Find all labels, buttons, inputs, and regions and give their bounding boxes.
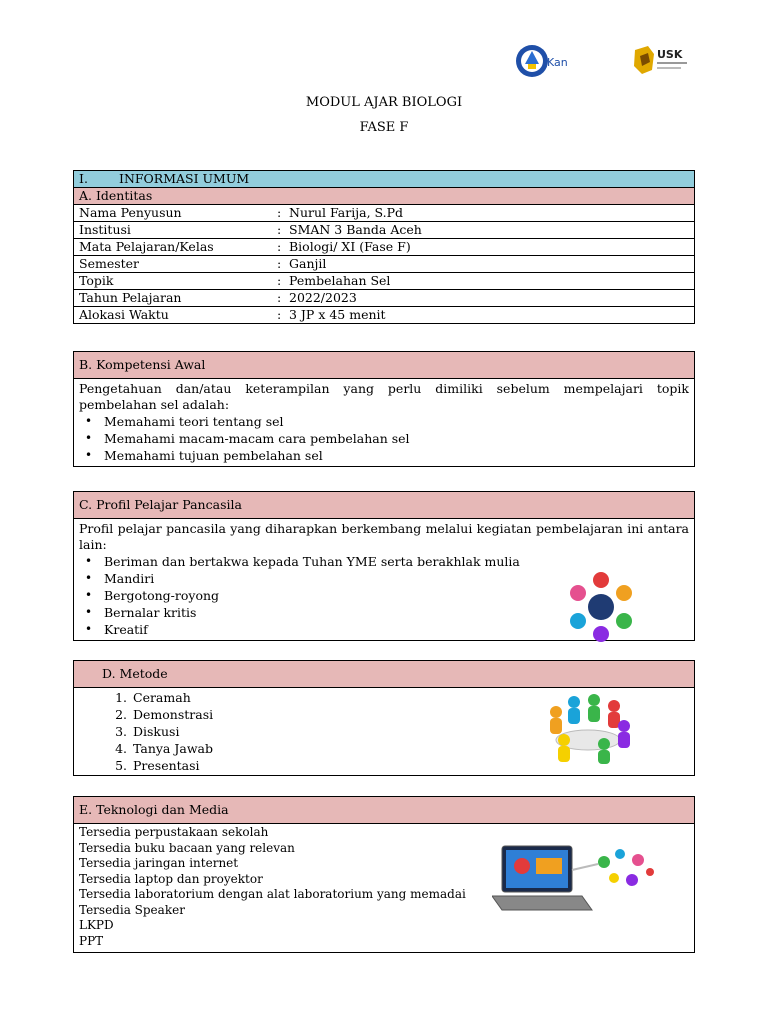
identitas-row: Institusi : SMAN 3 Banda Aceh (74, 222, 695, 239)
list-item: Tersedia buku bacaan yang relevan (79, 840, 295, 855)
usk-logo (632, 44, 692, 78)
identitas-row: Semester : Ganjil (74, 256, 695, 273)
metode-heading: D. Metode (74, 661, 695, 688)
list-item: • Memahami macam-macam cara pembelahan sel (79, 430, 689, 447)
list-item: Tersedia laptop dan proyektor (79, 871, 263, 886)
laptop-media-icon (492, 840, 660, 916)
svg-text:USK: USK (657, 48, 683, 61)
list-item: 2. Demonstrasi (115, 707, 214, 722)
identitas-row: Tahun Pelajaran : 2022/2023 (74, 290, 695, 307)
informasi-umum-heading: I. INFORMASI UMUM (74, 171, 695, 188)
list-item: • Bergotong-royong (79, 587, 689, 604)
teknologi-media-table (73, 796, 695, 953)
profil-pelajar-intro: Profil pelajar pancasila yang diharapkan berkembang melalui kegiatan pembelajaran ini antara lain: (79, 521, 689, 552)
list-item: 4. Tanya Jawab (115, 741, 213, 756)
list-item: • Memahami teori tentang sel (79, 413, 689, 430)
identitas-row: Mata Pelajaran/Kelas : Biologi/ XI (Fase F) (74, 239, 695, 256)
kompetensi-awal-table (73, 351, 695, 467)
list-item: Tersedia jaringan internet (79, 856, 239, 870)
list-item: 1. Ceramah (115, 690, 191, 705)
hexagon-diagram-icon (570, 563, 632, 651)
svg-text:Kan: Kan (547, 56, 568, 69)
kompetensi-awal-heading: B. Kompetensi Awal (74, 352, 695, 379)
identitas-row: Topik : Pembelahan Sel (74, 273, 695, 290)
identitas-heading: A. Identitas (74, 188, 695, 205)
list-item: 5. Presentasi (115, 758, 200, 773)
profil-pelajar-heading: C. Profil Pelajar Pancasila (74, 492, 695, 519)
list-item: PPT (79, 933, 104, 948)
discussion-group-icon (542, 690, 634, 764)
document-title: MODUL AJAR BIOLOGI (305, 95, 463, 110)
kemendikbud-logo (513, 42, 577, 80)
teknologi-media-heading: E. Teknologi dan Media (74, 797, 695, 824)
identitas-row: Nama Penyusun : Nurul Farija, S.Pd (74, 205, 695, 222)
list-item: • Beriman dan bertakwa kepada Tuhan YME serta berakhlak mulia (79, 553, 689, 570)
list-item: • Memahami tujuan pembelahan sel (79, 447, 689, 464)
list-item: • Mandiri (79, 570, 689, 587)
metode-table (73, 660, 695, 776)
list-item: Tersedia laboratorium dengan alat laboratorium yang memadai (79, 887, 466, 901)
informasi-umum-table (73, 170, 695, 324)
profil-pelajar-table (73, 491, 695, 641)
list-item: • Bernalar kritis (79, 604, 689, 621)
list-item: Tersedia Speaker (79, 902, 185, 917)
list-item: 3. Diskusi (115, 724, 180, 739)
list-item: • Kreatif (79, 621, 689, 638)
kompetensi-awal-intro: Pengetahuan dan/atau keterampilan yang perlu dimiliki sebelum mempelajari topik pembelahan sel adalah: (79, 381, 689, 412)
list-item: LKPD (79, 918, 114, 932)
list-item: Tersedia perpustakaan sekolah (79, 825, 269, 839)
document-subtitle: FASE F (359, 120, 409, 135)
identitas-row: Alokasi Waktu : 3 JP x 45 menit (74, 307, 695, 324)
